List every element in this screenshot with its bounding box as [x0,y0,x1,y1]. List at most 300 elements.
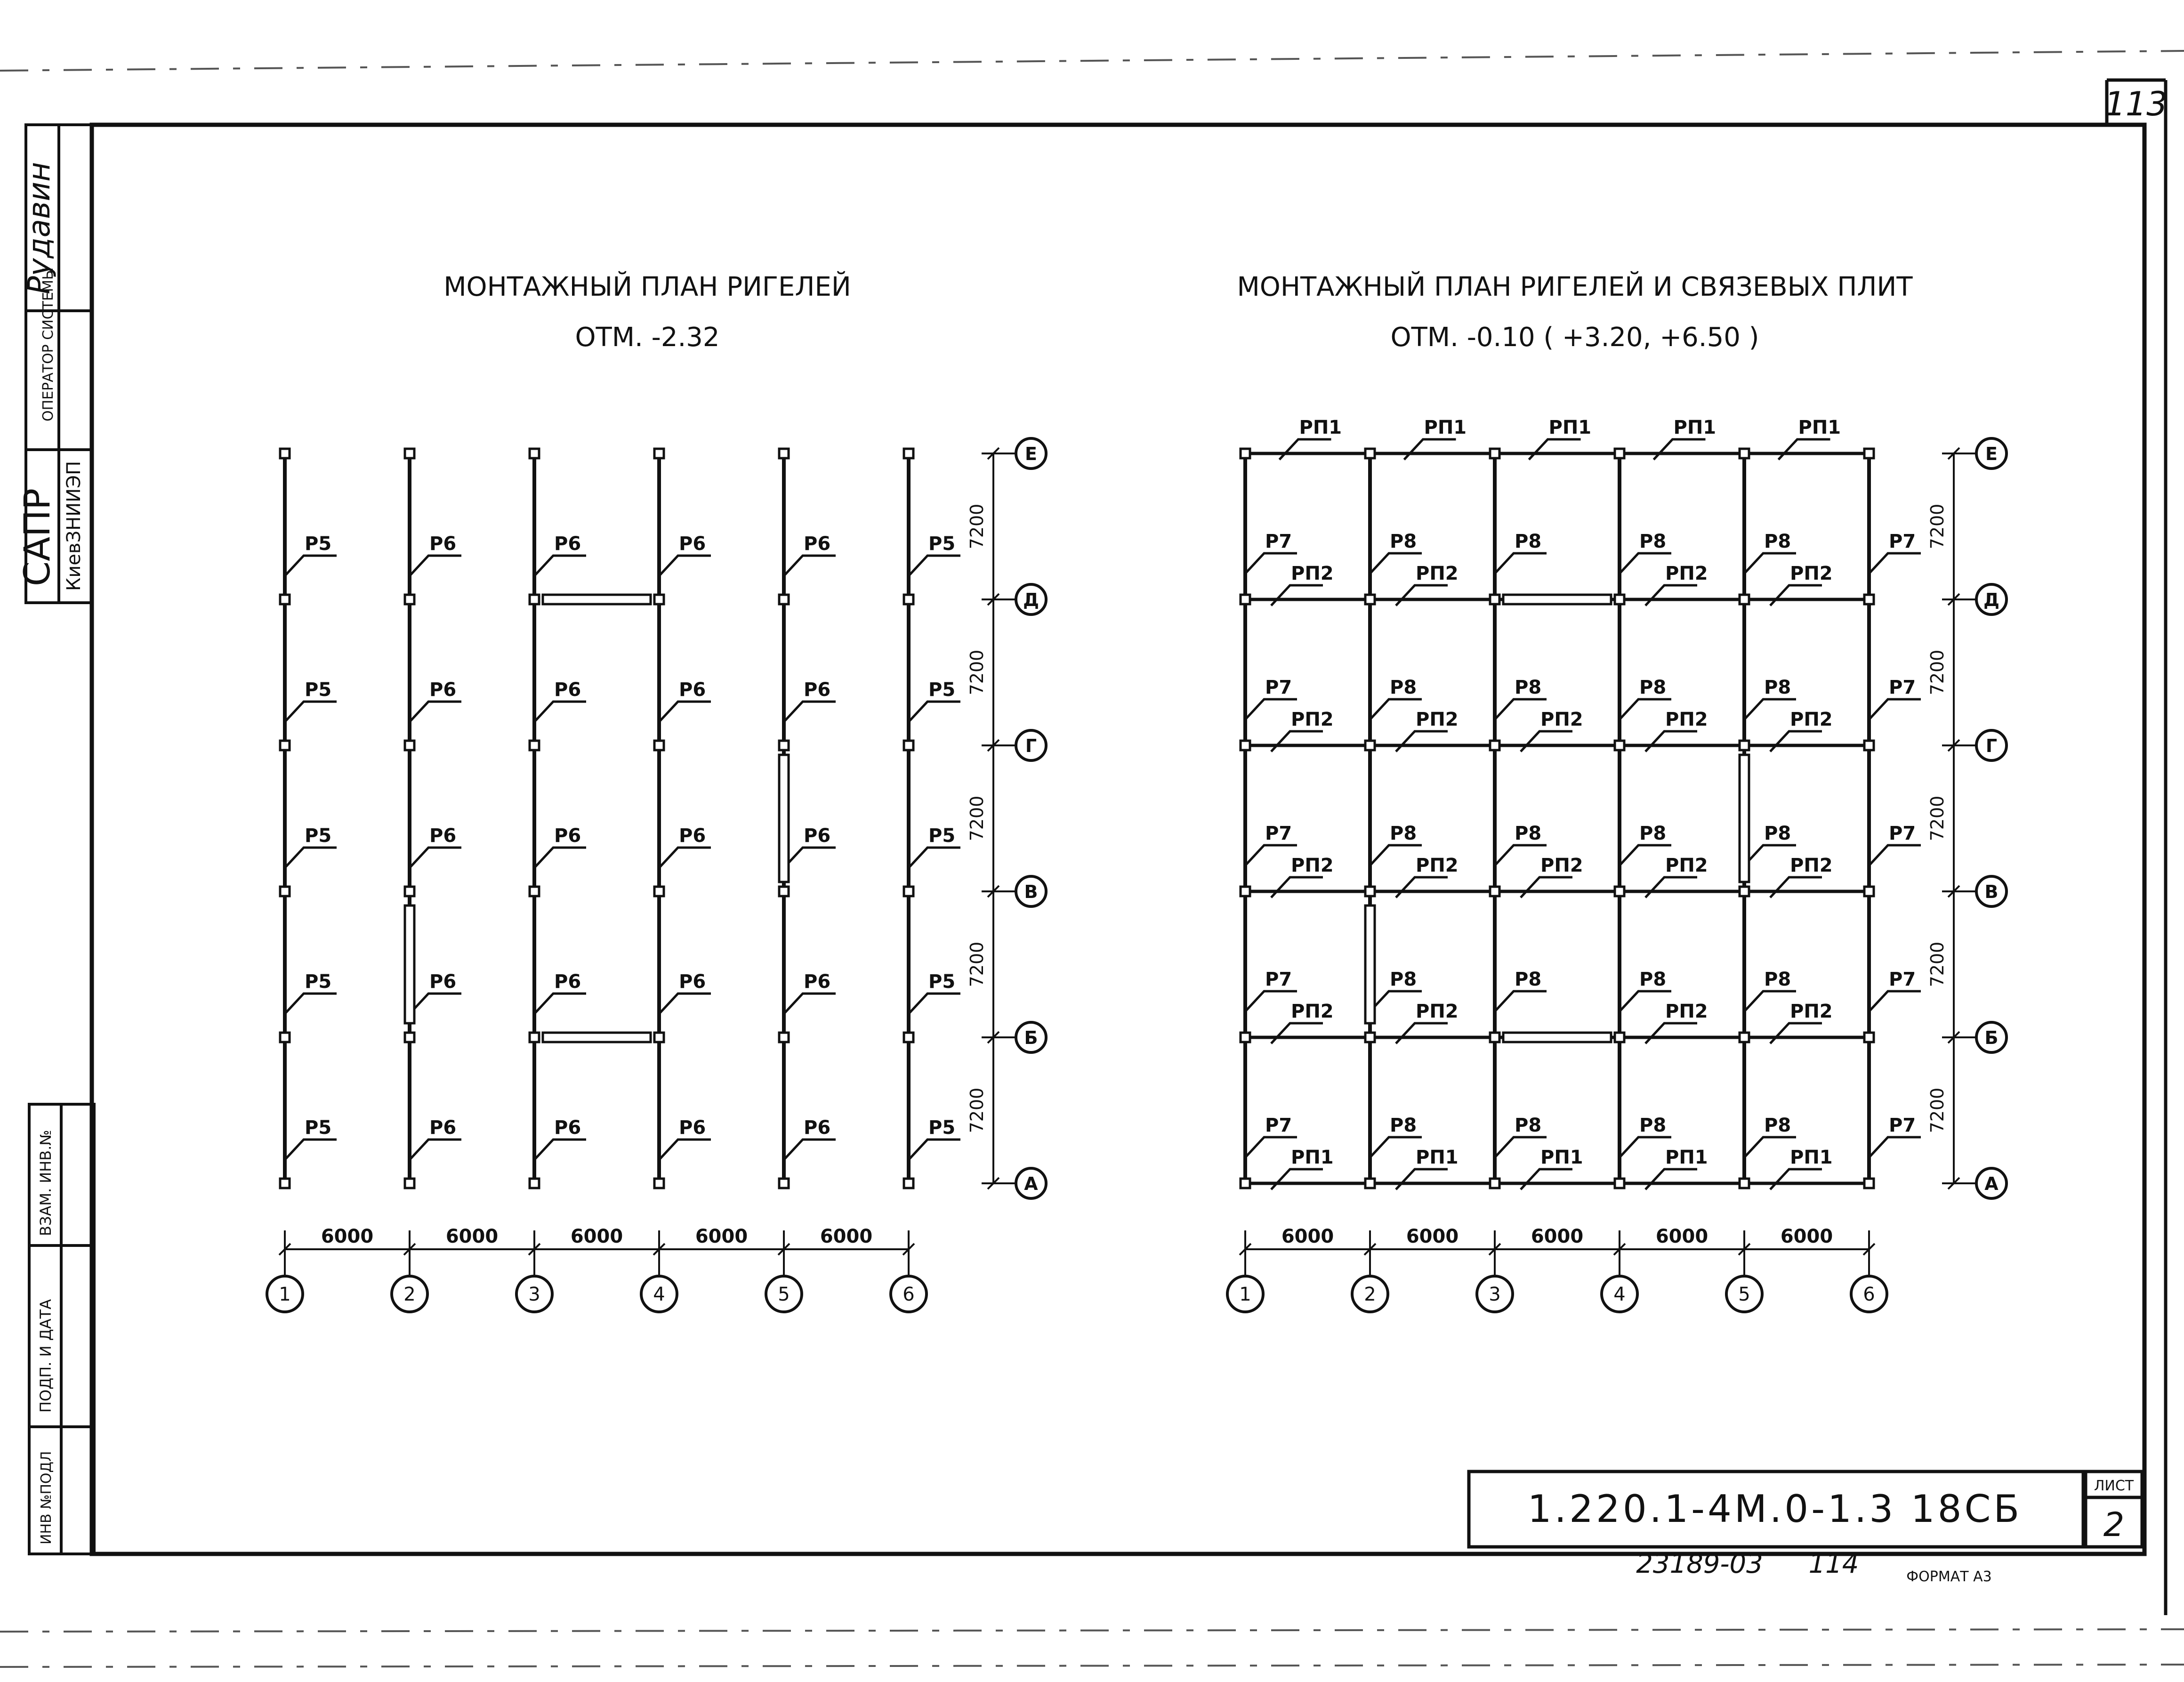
girder-mark: Р8 [1764,531,1791,552]
stamp-org-big: САПР [16,488,58,586]
tie-slab [543,1033,651,1042]
label-leader [285,556,337,576]
column-node [1490,1033,1499,1042]
girder-mark: Р8 [1639,531,1667,552]
label-leader [285,848,337,868]
girder-mark: Р8 [1639,1115,1667,1136]
girder-mark: Р5 [305,1117,332,1139]
label-leader [1404,439,1456,460]
label-leader [1869,991,1921,1011]
label-leader [534,1140,586,1160]
top-slab-mark: РП1 [1798,417,1841,438]
stamp-name-handwritten: Рудавин [22,162,57,294]
column-node [1365,595,1375,604]
column-node [1740,1033,1749,1042]
label-leader [1521,877,1572,898]
column-node [1241,741,1250,750]
column-node [530,1179,539,1188]
tie-slab [1740,755,1749,882]
girder-mark: Р7 [1889,531,1916,552]
girder-mark: Р6 [429,679,457,701]
label-leader [1645,585,1697,606]
label-leader [909,994,960,1014]
column-node [280,595,290,604]
label-leader [1271,585,1323,606]
sheet-number: 2 [2103,1505,2125,1544]
label-leader [1779,439,1830,460]
column-node [904,449,913,458]
column-node [1740,887,1749,896]
label-leader [1770,877,1822,898]
column-axis-label: 2 [1364,1284,1376,1305]
bay-slab-mark: РП2 [1665,1001,1708,1022]
girder-mark: Р6 [554,1117,581,1139]
column-axis-label: 1 [279,1284,291,1305]
girder-mark: Р8 [1390,1115,1417,1136]
girder-mark: Р7 [1265,531,1292,552]
column-node [405,595,414,604]
bay-slab-mark: РП2 [1790,563,1833,584]
girder-mark: Р5 [928,679,956,701]
girder-mark: Р7 [1265,969,1292,990]
label-leader [659,702,711,722]
label-leader [285,702,337,722]
girder-mark: Р7 [1265,677,1292,698]
bay-slab-mark: РП2 [1540,855,1583,876]
girder-mark: Р6 [679,1117,706,1139]
column-axis-label: 2 [403,1284,416,1305]
column-node [1490,449,1499,458]
girder-mark: Р8 [1764,677,1791,698]
label-leader [1495,553,1547,574]
label-leader [1869,1137,1921,1157]
column-node [405,1033,414,1042]
column-node [654,1179,664,1188]
sheet-label: ЛИСТ [2094,1478,2134,1494]
label-leader [1245,699,1297,720]
label-leader [659,994,711,1014]
label-leader [1770,585,1822,606]
girder-mark: Р8 [1515,1115,1542,1136]
label-leader [410,1140,461,1160]
tie-slab [1365,906,1375,1023]
column-node [280,1179,290,1188]
column-node [1864,1033,1874,1042]
girder-mark: Р7 [1265,823,1292,844]
column-node [530,741,539,750]
girder-mark: Р8 [1515,969,1542,990]
column-node [1740,1179,1749,1188]
column-node [280,449,290,458]
tie-slab [405,906,414,1023]
column-dimension-value: 6000 [1780,1226,1833,1247]
label-leader [1521,731,1572,752]
girder-mark: Р8 [1390,969,1417,990]
bay-slab-mark: РП2 [1416,855,1459,876]
row-axis-label: Б [1984,1027,1999,1048]
column-node [904,595,913,604]
bay-slab-mark: РП2 [1665,855,1708,876]
label-leader [1620,1137,1671,1157]
column-node [1241,1179,1250,1188]
column-node [530,449,539,458]
top-slab-mark: РП1 [1299,417,1342,438]
row-dimension-value: 7200 [967,503,987,550]
label-leader [534,556,586,576]
column-dimension-value: 6000 [1655,1226,1709,1247]
label-leader [909,1140,960,1160]
bay-slab-mark: РП2 [1291,563,1334,584]
girder-mark: Р6 [804,679,831,701]
girder-mark: Р6 [804,1117,831,1139]
girder-mark: Р6 [679,679,706,701]
row-axis-label: Г [1025,736,1037,756]
label-leader [1396,1169,1448,1189]
column-node [1740,595,1749,604]
label-leader [1744,699,1796,720]
label-leader [410,994,461,1014]
column-node [1241,887,1250,896]
girder-mark: Р8 [1515,531,1542,552]
girder-mark: Р6 [429,825,457,847]
label-leader [1280,439,1331,460]
column-dimension-value: 6000 [820,1226,873,1247]
sheet-number-top: 113 [2104,85,2168,123]
label-leader [410,556,461,576]
row-dimension-value: 7200 [1927,1087,1948,1133]
bay-slab-mark: РП2 [1416,1001,1459,1022]
label-leader [1271,731,1323,752]
column-node [1864,595,1874,604]
girder-mark: Р8 [1390,823,1417,844]
format-label: ФОРМАТ А3 [1906,1569,1992,1585]
label-leader [1495,699,1547,720]
label-leader [1245,845,1297,865]
column-dimension-value: 6000 [1406,1226,1459,1247]
label-leader [1271,1023,1323,1043]
girder-mark: Р6 [554,679,581,701]
column-node [779,887,789,896]
girder-mark: Р7 [1889,969,1916,990]
column-node [1365,887,1375,896]
label-leader [1495,1137,1547,1157]
column-node [654,449,664,458]
tie-slab [1503,595,1611,604]
column-node [654,595,664,604]
label-leader [1620,991,1671,1011]
column-node [1615,741,1624,750]
column-node [1241,595,1250,604]
column-node [1365,449,1375,458]
label-leader [534,848,586,868]
stamp-cell-label: ПОДП. И ДАТА [37,1299,55,1413]
row-axis-label: Г [1985,736,1998,756]
girder-mark: Р5 [305,679,332,701]
title-block [1469,1472,2142,1585]
top-slab-mark: РП1 [1548,417,1592,438]
label-leader [1654,439,1706,460]
girder-mark: Р5 [928,971,956,993]
right-plan-elevation: ОТМ. -0.10 ( +3.20, +6.50 ) [1390,322,1759,353]
label-leader [1396,585,1448,606]
column-axis-label: 6 [1863,1284,1875,1305]
girder-mark: Р8 [1390,531,1417,552]
label-leader [1620,845,1671,865]
left-plan-drawing [267,438,1046,1312]
stamp-cell-label: ИНВ №ПОДЛ [38,1451,55,1545]
label-leader [534,994,586,1014]
label-leader [1245,553,1297,574]
bay-slab-mark: РП2 [1665,563,1708,584]
girder-mark: Р8 [1515,677,1542,698]
row-axis-label: Е [1025,444,1037,464]
page-handwritten: 114 [1808,1549,1859,1579]
label-leader [1271,877,1323,898]
girder-mark: Р8 [1764,969,1791,990]
column-node [280,1033,290,1042]
column-node [1365,741,1375,750]
label-leader [1245,991,1297,1011]
column-axis-label: 3 [528,1284,540,1305]
label-leader [1869,845,1921,865]
column-axis-label: 5 [1738,1284,1750,1305]
label-leader [1396,877,1448,898]
column-node [530,595,539,604]
label-leader [1396,1023,1448,1043]
column-node [1615,449,1624,458]
label-leader [1645,1023,1697,1043]
row-axis-label: Б [1024,1027,1038,1048]
girder-mark: Р5 [305,825,332,847]
stamp-operator-label: ОПЕРАТОР СИСТЕМЫ [40,267,56,421]
label-leader [659,556,711,576]
girder-mark: Р6 [679,971,706,993]
bay-slab-mark: РП2 [1291,709,1334,730]
column-node [654,887,664,896]
label-leader [410,848,461,868]
label-leader [1744,1137,1796,1157]
column-node [779,595,789,604]
column-node [779,1179,789,1188]
column-node [405,449,414,458]
label-leader [1770,1023,1822,1043]
bay-slab-mark: РП2 [1790,855,1833,876]
girder-mark: Р6 [804,533,831,555]
column-node [1740,741,1749,750]
label-leader [1370,1137,1422,1157]
bay-slab-mark: РП1 [1416,1147,1459,1168]
label-leader [285,1140,337,1160]
row-axis-label: Е [1985,444,1998,464]
column-axis-label: 1 [1239,1284,1251,1305]
right-plan-title: МОНТАЖНЫЙ ПЛАН РИГЕЛЕЙ И СВЯЗЕВЫХ ПЛИТ [1237,272,1913,302]
left-plan-title: МОНТАЖНЫЙ ПЛАН РИГЕЛЕЙ [443,272,851,302]
top-slab-mark: РП1 [1673,417,1717,438]
label-leader [1645,1169,1697,1189]
column-node [779,1033,789,1042]
row-axis-label: В [1984,881,1999,902]
column-dimension-value: 6000 [321,1226,374,1247]
bay-slab-mark: РП1 [1291,1147,1334,1168]
column-node [654,741,664,750]
label-leader [659,848,711,868]
girder-mark: Р5 [305,971,332,993]
label-leader [784,848,836,868]
stamp-cell-label: ВЗАМ. ИНВ.№ [37,1130,55,1236]
bay-slab-mark: РП2 [1540,709,1583,730]
column-node [1740,449,1749,458]
column-node [280,741,290,750]
girder-mark: Р8 [1764,1115,1791,1136]
right-plan-drawing [1227,417,2007,1312]
label-leader [1495,845,1547,865]
bay-slab-mark: РП2 [1790,709,1833,730]
label-leader [784,702,836,722]
row-dimension-value: 7200 [1927,941,1948,987]
column-axis-label: 4 [1613,1284,1626,1305]
bay-slab-mark: РП1 [1790,1147,1833,1168]
label-leader [1770,731,1822,752]
label-leader [909,702,960,722]
label-leader [909,556,960,576]
label-leader [1529,439,1581,460]
label-leader [1620,553,1671,574]
column-node [1490,741,1499,750]
label-leader [1744,845,1796,865]
bay-slab-mark: РП2 [1665,709,1708,730]
column-node [1615,1033,1624,1042]
row-axis-label: Д [1983,590,1999,610]
girder-mark: Р8 [1515,823,1542,844]
tie-slab [779,755,789,882]
label-leader [1396,731,1448,752]
label-leader [1271,1169,1323,1189]
column-node [1241,449,1250,458]
column-node [1615,595,1624,604]
label-leader [1869,553,1921,574]
girder-mark: Р6 [554,971,581,993]
column-node [1864,449,1874,458]
label-leader [1370,553,1422,574]
girder-mark: Р6 [554,825,581,847]
row-dimension-value: 7200 [1927,795,1948,841]
column-node [904,741,913,750]
girder-mark: Р6 [804,825,831,847]
label-leader [1370,991,1422,1011]
column-node [1365,1179,1375,1188]
girder-mark: Р7 [1889,677,1916,698]
column-node [654,1033,664,1042]
row-axis-label: А [1024,1173,1038,1194]
stamp-org-small: КиевЗНИИЭП [63,461,85,591]
bay-slab-mark: РП1 [1540,1147,1583,1168]
girder-mark: Р8 [1639,823,1667,844]
column-axis-label: 6 [903,1284,915,1305]
label-leader [784,556,836,576]
column-node [405,1179,414,1188]
bay-slab-mark: РП2 [1291,855,1334,876]
column-node [1365,1033,1375,1042]
girder-mark: Р6 [804,971,831,993]
bay-slab-mark: РП2 [1790,1001,1833,1022]
tie-slab [1503,1033,1611,1042]
column-node [405,741,414,750]
girder-mark: Р8 [1390,677,1417,698]
girder-mark: Р7 [1265,1115,1292,1136]
side-stamp [16,125,94,1554]
column-node [904,887,913,896]
column-dimension-value: 6000 [1531,1226,1584,1247]
column-node [1490,887,1499,896]
column-node [530,887,539,896]
row-dimension-value: 7200 [967,649,987,695]
column-node [405,887,414,896]
column-node [904,1179,913,1188]
label-leader [1521,1169,1572,1189]
label-leader [1370,845,1422,865]
column-node [1864,741,1874,750]
column-node [1615,887,1624,896]
column-node [530,1033,539,1042]
label-leader [1869,699,1921,720]
column-node [779,449,789,458]
bay-slab-mark: РП2 [1291,1001,1334,1022]
girder-mark: Р5 [928,533,956,555]
column-node [1864,1179,1874,1188]
girder-mark: Р5 [928,825,956,847]
column-axis-label: 5 [778,1284,790,1305]
column-node [1241,1033,1250,1042]
bay-slab-mark: РП2 [1416,709,1459,730]
row-axis-label: В [1024,881,1038,902]
bay-slab-mark: РП1 [1665,1147,1708,1168]
girder-mark: Р5 [928,1117,956,1139]
column-node [1615,1179,1624,1188]
label-leader [1645,877,1697,898]
row-dimension-value: 7200 [1927,649,1948,695]
label-leader [1770,1169,1822,1189]
column-node [779,741,789,750]
column-node [1490,1179,1499,1188]
column-node [1864,887,1874,896]
column-dimension-value: 6000 [570,1226,623,1247]
column-axis-label: 4 [653,1284,665,1305]
column-dimension-value: 6000 [695,1226,748,1247]
label-leader [784,994,836,1014]
row-dimension-value: 7200 [1927,503,1948,550]
column-dimension-value: 6000 [445,1226,499,1247]
label-leader [534,702,586,722]
girder-mark: Р6 [429,971,457,993]
drawing-frame [92,80,2166,1615]
row-dimension-value: 7200 [967,941,987,987]
archive-number: 23189-03 [1636,1549,1763,1579]
label-leader [1370,699,1422,720]
row-axis-label: Д [1023,590,1039,610]
bay-slab-mark: РП2 [1416,563,1459,584]
row-dimension-value: 7200 [967,1087,987,1133]
girder-mark: Р6 [554,533,581,555]
girder-mark: Р5 [305,533,332,555]
girder-mark: Р7 [1889,1115,1916,1136]
label-leader [1645,731,1697,752]
column-dimension-value: 6000 [1281,1226,1334,1247]
column-node [904,1033,913,1042]
girder-mark: Р8 [1639,677,1667,698]
row-axis-label: А [1984,1173,1999,1194]
girder-mark: Р6 [429,533,457,555]
column-node [280,887,290,896]
